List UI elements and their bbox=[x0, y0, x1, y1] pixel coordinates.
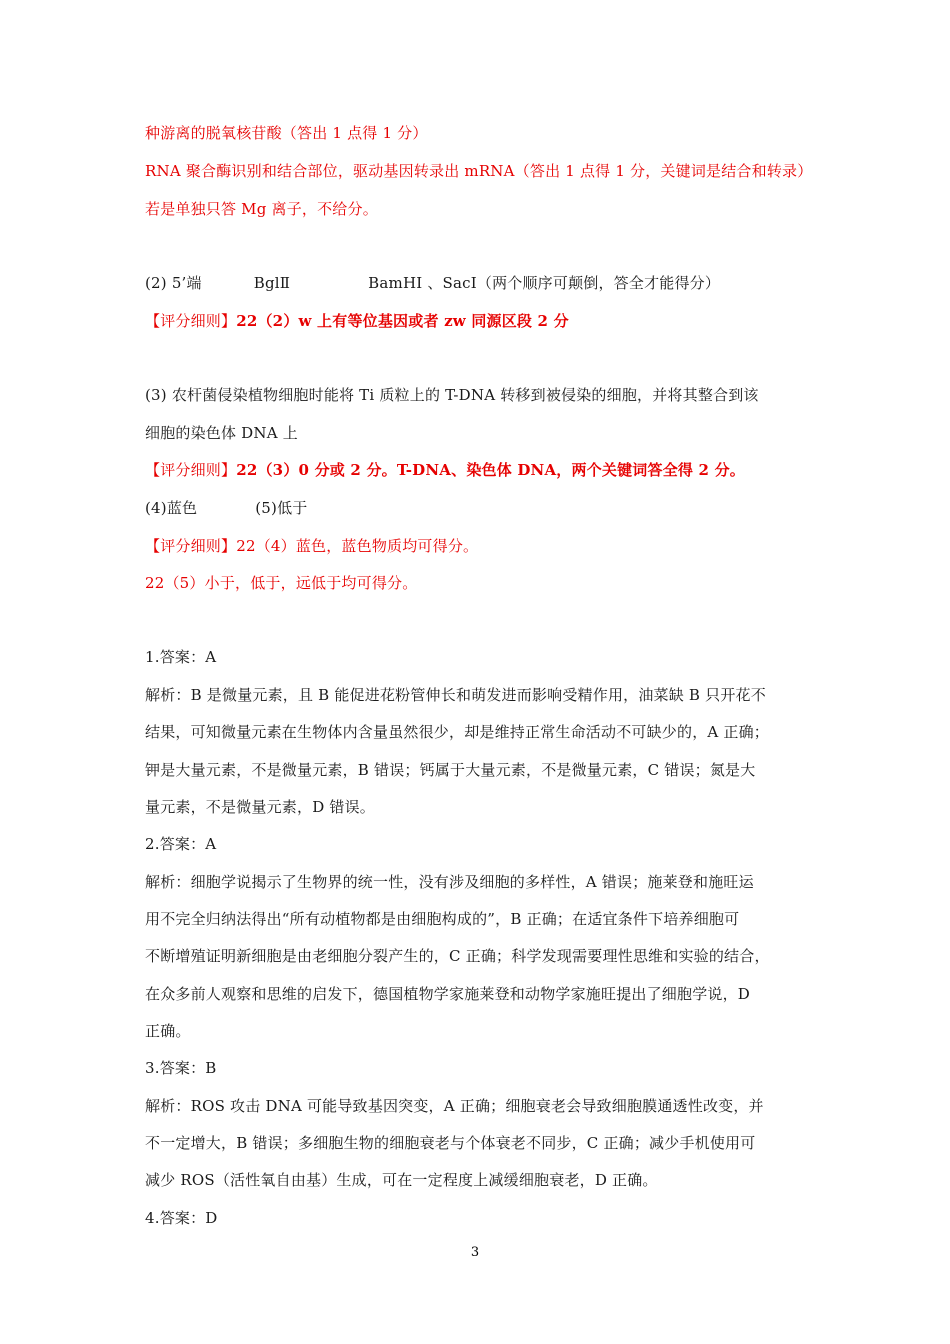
answer-3-explanation-line: 不一定增大，B 错误；多细胞生物的细胞衰老与个体衰老不同步，C 正确；减少手机使用可 bbox=[145, 1134, 756, 1152]
answer-q3-line-2: 细胞的染色体 DNA 上 bbox=[145, 424, 298, 442]
answer-q3-line-1: (3) 农杆菌侵染植物细胞时能将 Ti 质粒上的 T-DNA 转移到被侵染的细胞，并将其整合到该 bbox=[145, 386, 759, 404]
scoring-rule-tag: 【评分细则】 bbox=[145, 537, 237, 555]
answer-3-heading: 3.答案：B bbox=[145, 1059, 217, 1077]
answer-1-explanation-line: 钾是大量元素，不是微量元素，B 错误；钙属于大量元素，不是微量元素，C 错误；氮是大 bbox=[145, 761, 756, 779]
page-number: 3 bbox=[470, 1245, 480, 1260]
answer-q2-label: (2) 5’端 bbox=[145, 274, 202, 292]
answer-q5: (5)低于 bbox=[255, 499, 308, 517]
scoring-rule-tag: 【评分细则】 bbox=[145, 461, 237, 479]
answer-q2 bbox=[145, 272, 720, 294]
scoring-rule-q2 bbox=[145, 310, 569, 332]
answer-2-heading: 2.答案：A bbox=[145, 835, 217, 853]
scoring-rule-text: 22（2）w 上有等位基因或者 zw 同源区段 2 分 bbox=[236, 312, 569, 330]
scoring-rule-text: 22（3）0 分或 2 分。T-DNA、染色体 DNA，两个关键词答全得 2 分。 bbox=[236, 461, 745, 479]
scoring-rule-q5: 22（5）小于，低于，远低于均可得分。 bbox=[145, 574, 418, 592]
scoring-note-line-2: RNA 聚合酶识别和结合部位，驱动基因转录出 mRNA（答出 1 点得 1 分，关键词是结合和转录） bbox=[145, 162, 813, 180]
answer-1-explanation-line: 量元素，不是微量元素，D 错误。 bbox=[145, 798, 375, 816]
answer-q2-enzyme-1: BglⅡ bbox=[253, 274, 291, 292]
answer-3-explanation-line: 减少 ROS（活性氧自由基）生成，可在一定程度上减缓细胞衰老，D 正确。 bbox=[145, 1171, 658, 1189]
scoring-rule-tag: 【评分细则】 bbox=[145, 312, 237, 330]
answer-q4: (4)蓝色 bbox=[145, 499, 198, 517]
answer-q2-enzyme-2: BamHⅠ 、SacⅠ（两个顺序可颠倒，答全才能得分） bbox=[368, 274, 721, 292]
answer-q4-q5 bbox=[145, 497, 308, 519]
answer-1-heading: 1.答案：A bbox=[145, 648, 217, 666]
scoring-rule-q4 bbox=[145, 535, 478, 557]
answer-3-explanation-line: 解析：ROS 攻击 DNA 可能导致基因突变，A 正确；细胞衰老会导致细胞膜通透性改变，并 bbox=[145, 1097, 764, 1115]
scoring-note-line-1: 种游离的脱氧核苷酸（答出 1 点得 1 分） bbox=[145, 124, 428, 142]
answer-2-explanation-line: 不断增殖证明新细胞是由老细胞分裂产生的，C 正确；科学发现需要理性思维和实验的结合， bbox=[145, 947, 770, 965]
answer-2-explanation-line: 用不完全归纳法得出“所有动植物都是由细胞构成的”，B 正确；在适宜条件下培养细胞可 bbox=[145, 910, 740, 928]
answer-1-explanation-line: 结果，可知微量元素在生物体内含量虽然很少，却是维持正常生命活动不可缺少的，A 正确； bbox=[145, 723, 770, 741]
scoring-rule-text: 22（4）蓝色，蓝色物质均可得分。 bbox=[236, 537, 479, 555]
answer-1-explanation-line: 解析：B 是微量元素，且 B 能促进花粉管伸长和萌发进而影响受精作用，油菜缺 B 只开花不 bbox=[145, 686, 766, 704]
answer-2-explanation-line: 解析：细胞学说揭示了生物界的统一性，没有涉及细胞的多样性，A 错误；施莱登和施旺运 bbox=[145, 873, 754, 891]
answer-2-explanation-line: 在众多前人观察和思维的启发下，德国植物学家施莱登和动物学家施旺提出了细胞学说，D bbox=[145, 985, 751, 1003]
answer-4-heading: 4.答案：D bbox=[145, 1209, 218, 1227]
answer-2-explanation-line: 正确。 bbox=[145, 1022, 191, 1040]
scoring-rule-q3 bbox=[145, 459, 745, 481]
scoring-note-line-3: 若是单独只答 Mg 离子，不给分。 bbox=[145, 200, 378, 218]
